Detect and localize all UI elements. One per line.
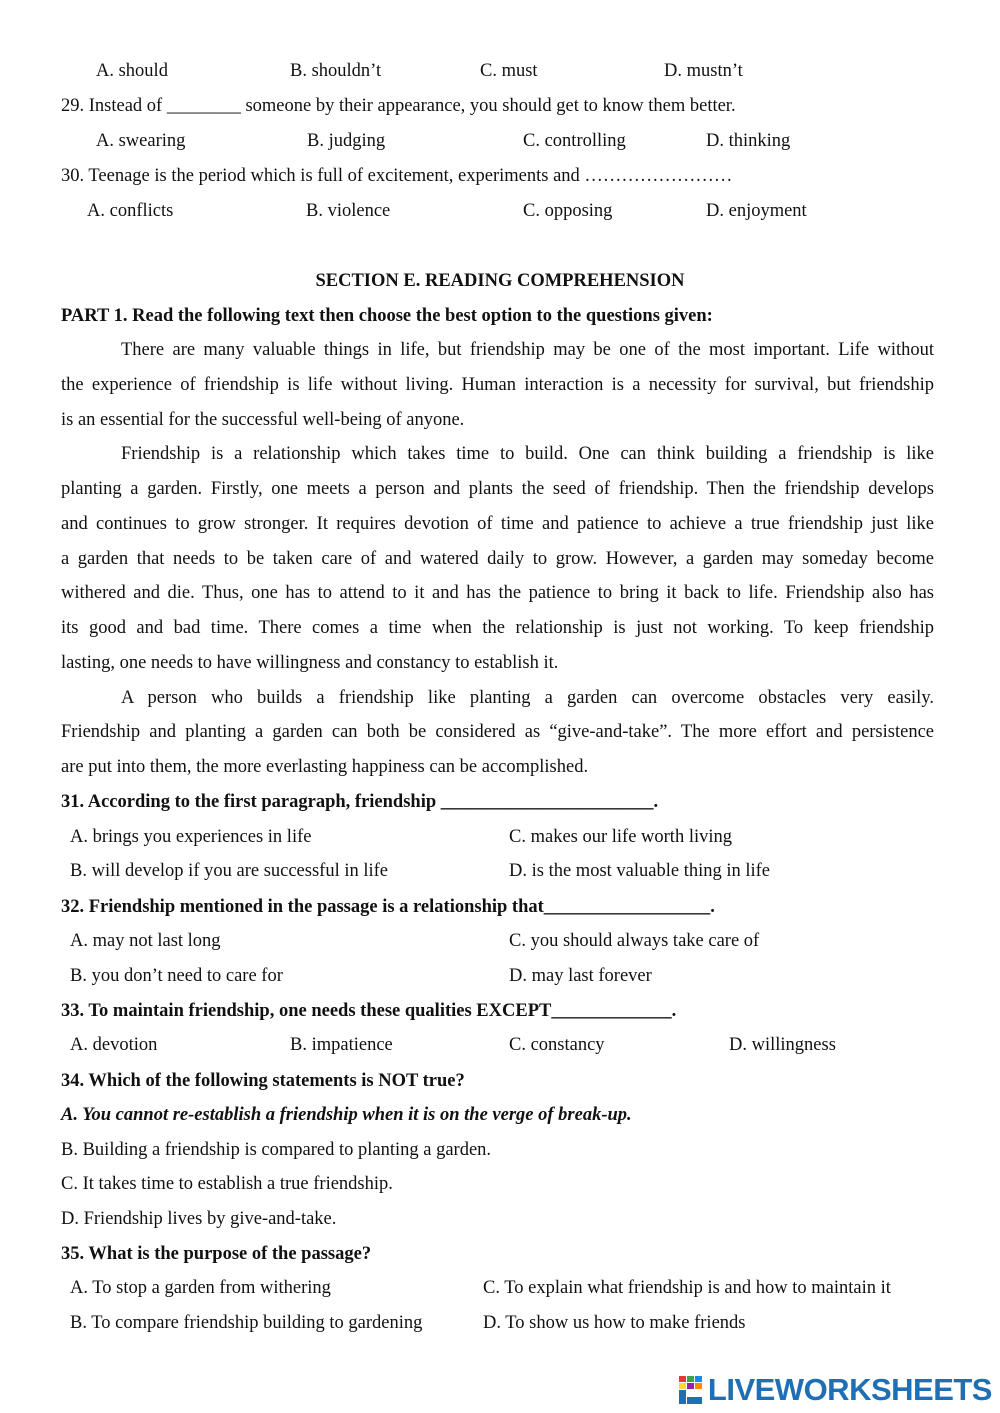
q32-option-c: C. you should always take care of [509,931,760,951]
q34-option-d: D. Friendship lives by give-and-take. [61,1209,337,1229]
q30-option-d: D. enjoyment [706,201,807,221]
q33-stem: 33. To maintain friendship, one needs these qualities EXCEPT_____________. [61,1001,677,1021]
section-title: SECTION E. READING COMPREHENSION [315,271,685,291]
q34-option-b: B. Building a friendship is compared to planting a garden. [61,1140,492,1160]
q32-option-b: B. you don’t need to care for [70,966,283,986]
q29-stem: 29. Instead of ________ someone by their appearance, you should get to know them better. [61,96,736,116]
q29-option-b: B. judging [307,131,386,151]
q30-option-a: A. conflicts [87,201,174,221]
q29-option-a: A. swearing [96,131,186,151]
q35-option-d: D. To show us how to make friends [483,1313,746,1333]
q28-option-b: B. shouldn’t [290,61,382,81]
passage-p1-line2: the experience of friendship is life without living. Human interaction is a necessity for survival, but friendship [61,375,934,395]
passage-p2-line6: its good and bad time. There comes a time when the relationship is just not working. To keep friendship [61,618,934,638]
q28-option-a: A. should [96,61,168,81]
passage-p2-line5: withered and die. Thus, one has to attend to it and has the patience to bring it back to life. Friendship also has [61,583,934,603]
q34-option-a: A. You cannot re-establish a friendship when it is on the verge of break-up. [61,1105,632,1125]
passage-p3-line3: are put into them, the more everlasting happiness can be accomplished. [61,757,589,777]
liveworksheets-logo-icon [678,1375,704,1405]
q30-stem: 30. Teenage is the period which is full of excitement, experiments and …………………… [61,166,733,186]
q30-option-c: C. opposing [523,201,613,221]
part1-heading: PART 1. Read the following text then choose the best option to the questions given: [61,306,713,326]
q35-option-b: B. To compare friendship building to gardening [70,1313,423,1333]
passage-p1-line3: is an essential for the successful well-being of anyone. [61,410,465,430]
q28-option-c: C. must [480,61,538,81]
passage-p1-line1: There are many valuable things in life, but friendship may be one of the most important. Life without [121,340,934,360]
q28-option-d: D. mustn’t [664,61,743,81]
q32-stem: 32. Friendship mentioned in the passage is a relationship that__________________. [61,897,715,917]
q34-option-c: C. It takes time to establish a true friendship. [61,1174,393,1194]
passage-p2-line4: a garden that needs to be taken care of and watered daily to grow. However, a garden may someday become [61,549,934,569]
passage-p2-line2: planting a garden. Firstly, one meets a person and plants the seed of friendship. Then the friendship develops [61,479,934,499]
q31-option-c: C. makes our life worth living [509,827,732,847]
passage-p2-line3: and continues to grow stronger. It requires devotion of time and patience to achieve a true friendship just like [61,514,934,534]
passage-p3-line1: A person who builds a friendship like planting a garden can overcome obstacles very easily. [121,688,934,708]
q31-stem: 31. According to the first paragraph, friendship _______________________. [61,792,659,812]
passage-p2-line1: Friendship is a relationship which takes time to build. One can think building a friendship is like [121,444,934,464]
q35-option-a: A. To stop a garden from withering [70,1278,331,1298]
q35-stem: 35. What is the purpose of the passage? [61,1244,372,1264]
q33-option-a: A. devotion [70,1035,158,1055]
q33-option-c: C. constancy [509,1035,605,1055]
q32-option-d: D. may last forever [509,966,652,986]
q29-option-c: C. controlling [523,131,626,151]
q31-option-a: A. brings you experiences in life [70,827,312,847]
passage-p2-line7: lasting, one needs to have willingness and constancy to establish it. [61,653,559,673]
q30-option-b: B. violence [306,201,391,221]
q31-option-b: B. will develop if you are successful in life [70,861,389,881]
q33-option-b: B. impatience [290,1035,393,1055]
q33-option-d: D. willingness [729,1035,836,1055]
q29-option-d: D. thinking [706,131,791,151]
q35-option-c: C. To explain what friendship is and how to maintain it [483,1278,891,1298]
liveworksheets-logo-text: LIVEWORKSHEETS [707,1372,992,1407]
q34-stem: 34. Which of the following statements is NOT true? [61,1071,465,1091]
q32-option-a: A. may not last long [70,931,221,951]
q31-option-d: D. is the most valuable thing in life [509,861,771,881]
liveworksheets-watermark [678,1373,992,1407]
passage-p3-line2: Friendship and planting a garden can both be considered as “give-and-take”. The more effort and persistence [61,722,934,742]
